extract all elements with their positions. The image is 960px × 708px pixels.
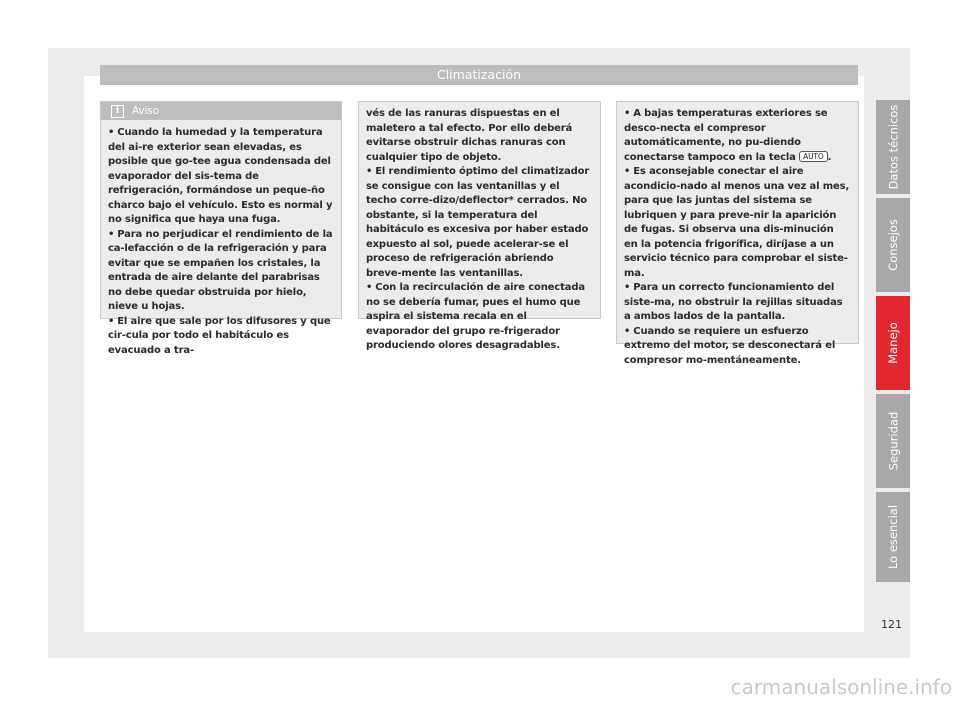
warning-content-2 (359, 102, 600, 354)
col3-bullet-1-text: A bajas temperaturas exteriores se desco-necta el compresor automáticamente, no pu-diendo conectarse tampoco en la tecla (624, 108, 828, 163)
col3-bullet-1 (624, 107, 850, 165)
col2-bullet-2: • Con la recirculación de aire conectada no se debería fumar, pues el humo que aspira el sistema recala en el evaporador del grupo re-frigerador produciendo olores desagradables. (366, 281, 592, 354)
warning-bullet-2: • Para no perjudicar el rendimiento de la ca-lefacción o de la refrigeración y para evitar que se empañen los cristales, la entrada de aire delante del parabrisas no debe quedar obstruida por hielo, nieve u hojas. (108, 228, 333, 315)
tab-seguridad[interactable] (876, 394, 910, 488)
col2-bullet-1: • El rendimiento óptimo del climatizador se consigue con las ventanillas y el techo corre-dizo/deflector* cerrados. No obstante, si la temperatura del habitáculo es excesiva por haber estado expuesto al sol, puede acelerar-se el proceso de refrigeración abriendo breve-mente las ventanillas. (366, 165, 592, 281)
warning-content (101, 120, 341, 358)
page-number: 121 (881, 618, 902, 631)
auto-key-icon: AUTO (799, 151, 828, 162)
tab-manejo[interactable] (876, 296, 910, 390)
tab-label: Consejos (886, 219, 900, 271)
info-icon: i (111, 105, 124, 118)
col3-bullet-3: • Para un correcto funcionamiento del siste-ma, no obstruir la rejillas situadas a ambos lados de la pantalla. (624, 281, 850, 325)
tab-label: Lo esencial (886, 504, 900, 570)
warning-header (101, 102, 341, 120)
warning-label: Aviso (132, 104, 159, 117)
watermark: carmanualsonline.info (730, 675, 952, 699)
warning-box-continued (358, 101, 601, 351)
tab-datos-tecnicos[interactable] (876, 100, 910, 194)
col3-bullet-4: • Cuando se requiere un esfuerzo extremo del motor, se desconectará el compresor mo-mentáneamente. (624, 325, 850, 369)
col3-bullet-1-end: . (827, 151, 832, 163)
tab-consejos[interactable] (876, 198, 910, 292)
tab-label: Manejo (886, 322, 901, 364)
col3-bullet-2: • Es aconsejable conectar el aire acondicio-nado al menos una vez al mes, para que las juntas del sistema se lubriquen y para preve-nir la aparición de fugas. Si observa una dis-minución en la potencia frigorífica, diríjase a un servicio técnico para comprobar el siste-ma. (624, 165, 850, 281)
warning-box (100, 101, 342, 356)
notes-box (616, 101, 859, 366)
warning-bullet-1: • Cuando la humedad y la temperatura del ai-re exterior sean elevadas, es posible que go-tee agua condensada del evaporador del sis-tema de refrigeración, formándose un peque-ño charco bajo el vehículo. Esto es normal y no significa que haya una fuga. (108, 126, 333, 228)
tab-label: Seguridad (886, 411, 901, 471)
tab-label: Datos técnicos (886, 104, 900, 190)
warning-bullet-3: • El aire que sale por los difusores y que cir-cula por todo el habitáculo es evacuado a tra- (108, 315, 333, 359)
section-header: Climatización (100, 65, 858, 85)
continuation-text: vés de las ranuras dispuestas en el maletero a tal efecto. Por ello deberá evitarse obstruir dichas ranuras con cualquier tipo de objeto. (366, 108, 573, 163)
tab-lo-esencial[interactable] (876, 492, 910, 582)
notes-content (617, 102, 858, 368)
